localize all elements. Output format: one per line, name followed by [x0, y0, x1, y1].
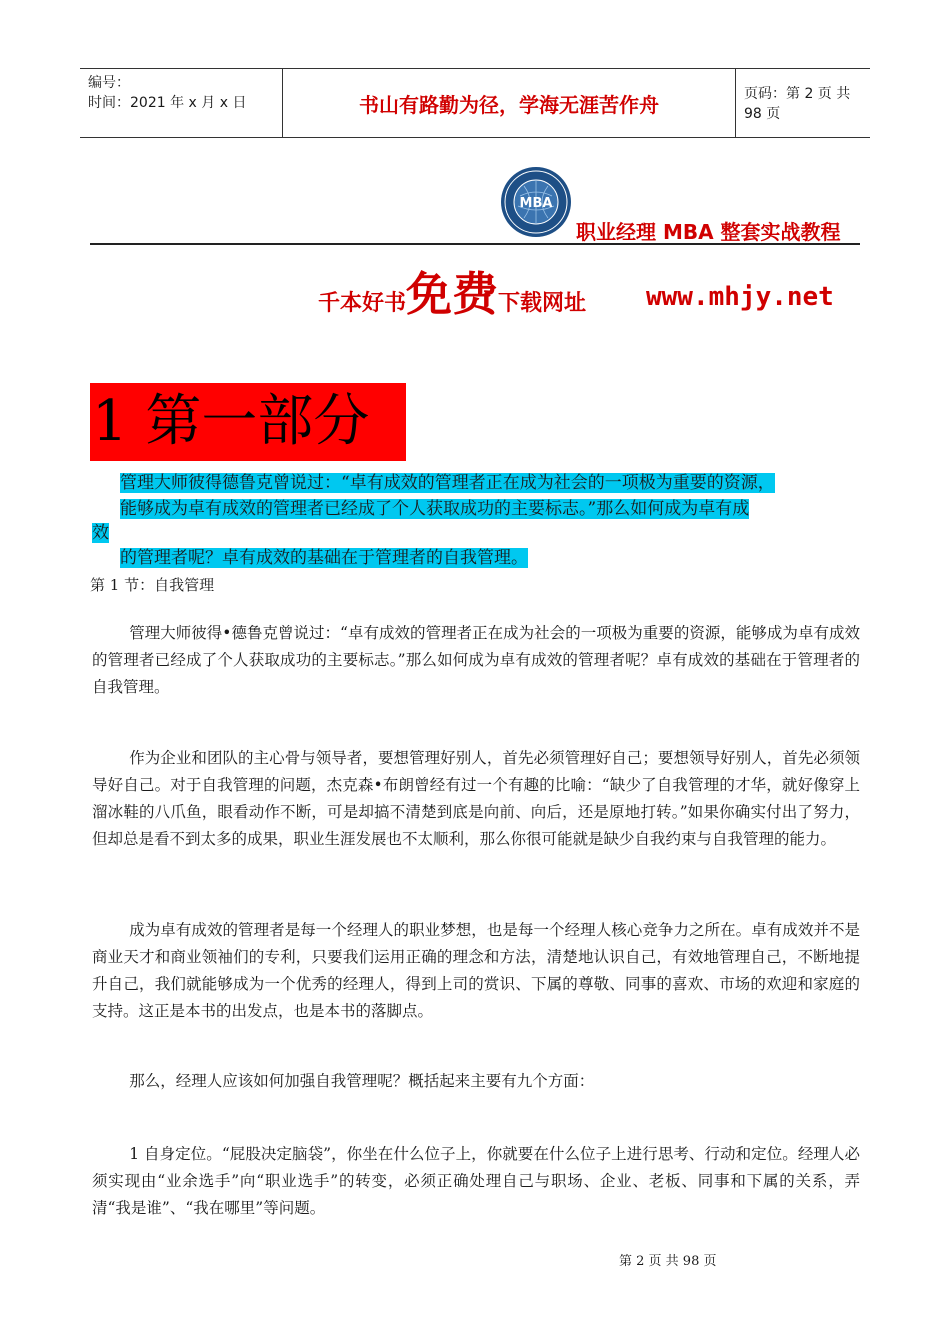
divider: [90, 243, 860, 245]
promo-line: [318, 258, 587, 321]
header-meta: [80, 69, 282, 137]
paragraph: 作为企业和团队的主心骨与领导者，要想管理好别人，首先必须管理好自己；要想领导好别人，首先必须领导好自己。对于自我管理的问题，杰克森•布朗曾经有过一个有趣的比喻：“缺少了自我管理的才华，就好像穿上溜冰鞋的八爪鱼，眼看动作不断，可是却搞不清楚到底是向前、向后，还是原地打转。”如果你确实付出了努力，但却总是看不到太多的成果，职业生涯发展也不太顺利，那么你很可能就是缺少自我约束与自我管理的能力。: [92, 749, 860, 848]
promo-part1: 千本好书: [318, 291, 407, 316]
quote-line-1: 管理大师彼得德鲁克曾说过：“卓有成效的管理者正在成为社会的一项极为重要的资源，: [120, 473, 775, 493]
paragraph: 那么，经理人应该如何加强自我管理呢？概括起来主要有九个方面：: [129, 1072, 595, 1090]
quote-line-4: 的管理者呢？卓有成效的基础在于管理者的自我管理。: [120, 548, 528, 568]
page-footer: 第 2 页 共 98 页: [619, 1254, 717, 1269]
chapter-heading: 1 第一部分: [90, 383, 406, 461]
course-title: 职业经理 MBA 整套实战教程: [576, 220, 841, 244]
number-label: 编号：: [88, 75, 130, 91]
quote-line-2: 能够成为卓有成效的管理者已经成了个人获取成功的主要标志。”那么如何成为卓有成: [120, 499, 750, 519]
header-motto: 书山有路勤为径，学海无涯苦作舟: [282, 69, 736, 137]
time-label: 时间：2021 年 x 月 x 日: [88, 95, 247, 111]
mba-logo-icon: [500, 166, 572, 238]
paragraph: 管理大师彼得•德鲁克曾说过：“卓有成效的管理者正在成为社会的一项极为重要的资源，能够成为卓有成效的管理者已经成了个人获取成功的主要标志。”那么如何成为卓有成效的管理者呢？卓有成效的基础在于管理者的自我管理。: [92, 624, 860, 696]
logo-text: MBA: [519, 196, 553, 211]
paragraph: 成为卓有成效的管理者是每一个经理人的职业梦想，也是每一个经理人核心竞争力之所在。卓有成效并不是商业天才和商业领袖们的专利，只要我们运用正确的理念和方法，清楚地认识自己，有效地管理自己，不断地提升自己，我们就能够成为一个优秀的经理人，得到上司的赏识、下属的尊敬、同事的喜欢、市场的欢迎和家庭的支持。这正是本书的出发点，也是本书的落脚点。: [92, 921, 860, 1020]
promo-part3: 下载网址: [498, 291, 587, 316]
promo-free: 免费: [406, 267, 499, 321]
section-title: 第 1 节：自我管理: [90, 576, 215, 594]
paragraph: 1 自身定位。“屁股决定脑袋”，你坐在什么位子上，你就要在什么位子上进行思考、行动和定位。经理人必须实现由“业余选手”向“职业选手”的转变，必须正确处理自己与职场、企业、老板、同事和下属的关系，弄清“我是谁”、“我在哪里”等问题。: [92, 1145, 860, 1217]
header-page-label: 页码：第 2 页 共 98 页: [744, 86, 851, 122]
promo-url-link[interactable]: www.mhjy.net: [646, 282, 834, 312]
page-header: [80, 68, 870, 138]
quote-line-3: 效: [92, 523, 109, 543]
